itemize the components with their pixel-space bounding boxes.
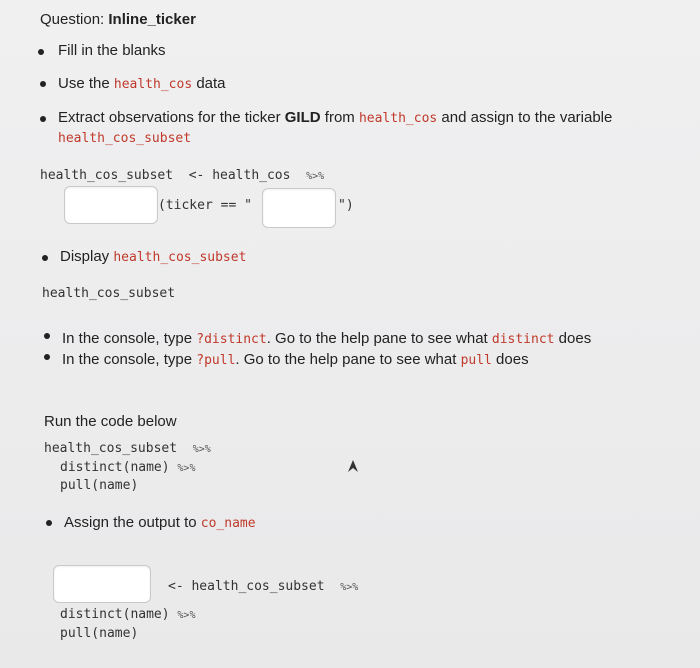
bullet-dot-icon — [40, 116, 46, 122]
run-line2: distinct(name) %>% — [60, 460, 196, 475]
code2-line2: distinct(name) %>% — [60, 607, 196, 622]
bullet-dot-icon — [42, 255, 48, 261]
blank-function-field[interactable] — [65, 187, 157, 223]
question-title — [40, 11, 196, 28]
bullet-display: Display health_cos_subset — [60, 248, 247, 265]
bullet-use-data: Use the health_cos data — [58, 75, 226, 92]
code1-line2: (ticker == " — [158, 198, 252, 213]
run-line1: health_cos_subset %>% — [44, 441, 211, 456]
run-label: Run the code below — [44, 413, 177, 430]
blank-ticker-input[interactable] — [262, 188, 336, 228]
code-health-cos-subset: health_cos_subset — [58, 131, 192, 146]
bullet-dot-icon — [46, 520, 52, 526]
bullet-console-distinct: In the console, type ?distinct. Go to the help pane to see what distinct does — [62, 330, 592, 347]
blank-function-input[interactable] — [64, 186, 158, 224]
run-line3: pull(name) — [60, 478, 139, 493]
bullet-dot-icon — [44, 354, 50, 360]
bullet-fill-blanks: Fill in the blanks — [58, 42, 166, 59]
blank-assign-input[interactable] — [53, 565, 151, 603]
question-name: Inline_ticker — [108, 11, 196, 28]
blank-ticker-field[interactable] — [263, 189, 335, 227]
code2-line3: pull(name) — [60, 626, 139, 641]
code2-line1: <- health_cos_subset %>% — [168, 579, 359, 594]
bullet-dot-icon — [38, 49, 44, 55]
code1-line2-close: ") — [338, 198, 354, 213]
blank-assign-field[interactable] — [54, 566, 150, 602]
code-health-cos: health_cos — [113, 77, 193, 92]
bullet-console-pull: In the console, type ?pull. Go to the help pane to see what pull does — [62, 351, 529, 368]
bullet-dot-icon — [44, 333, 50, 339]
bullet-assign: Assign the output to co_name — [64, 514, 256, 531]
bullet-extract: Extract observations for the ticker GILD from health_cos and assign to the variable — [58, 109, 613, 126]
bullet-dot-icon — [40, 81, 46, 87]
question-prefix: Question: — [40, 11, 109, 28]
code1-line1: health_cos_subset <- health_cos %>% — [40, 168, 325, 183]
arrow-cursor-icon — [347, 459, 359, 473]
ticker-gild: GILD — [284, 109, 321, 126]
display-code-line: health_cos_subset — [42, 286, 176, 301]
